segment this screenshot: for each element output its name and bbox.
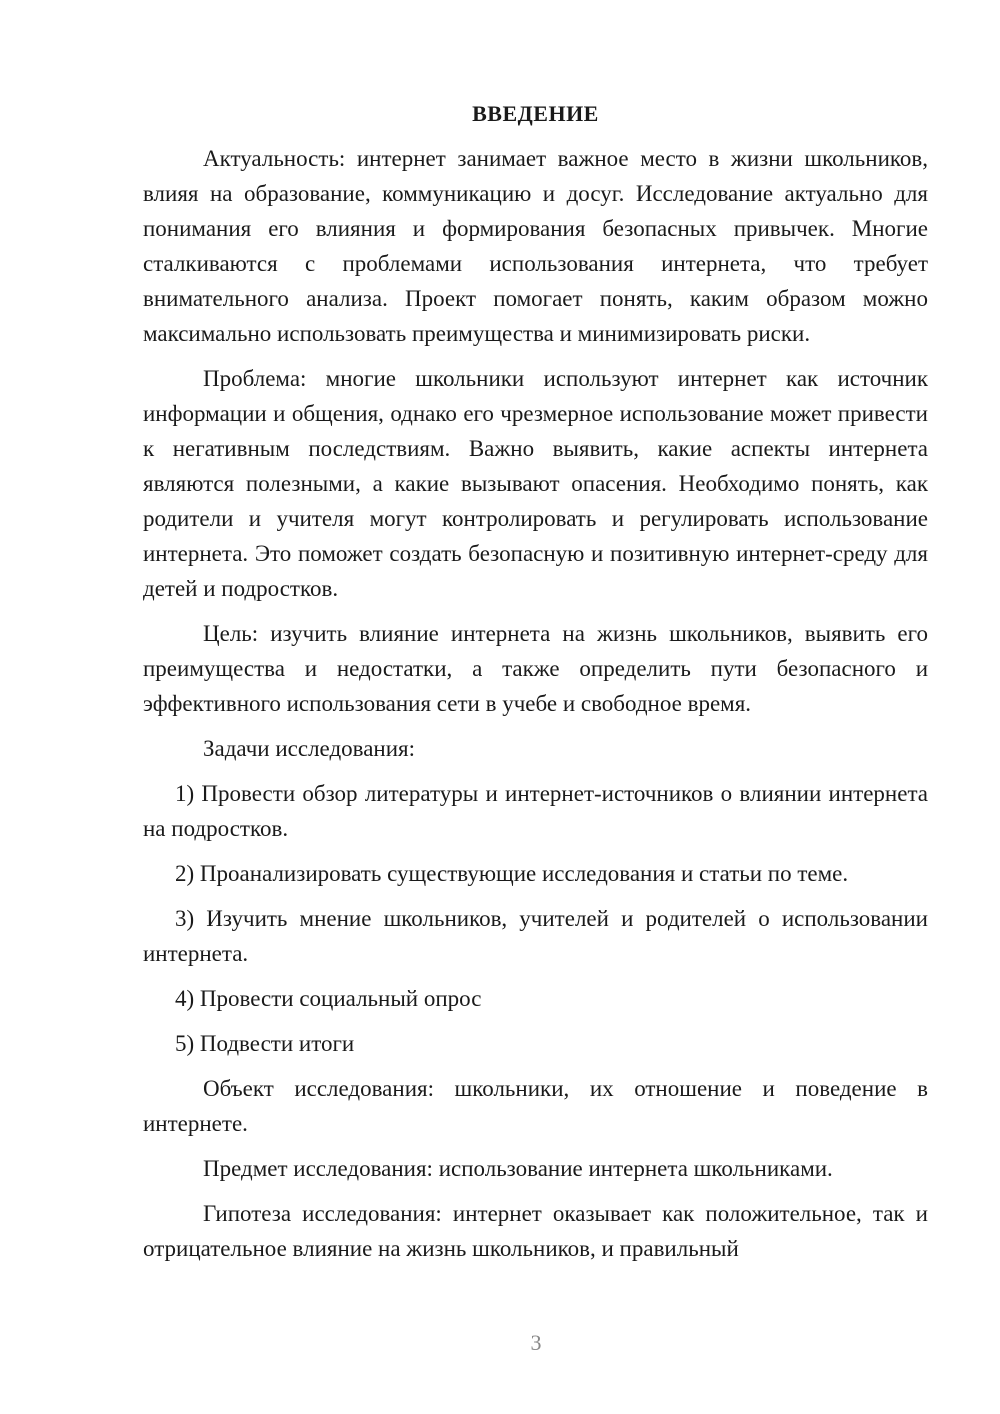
hypothesis-paragraph: Гипотеза исследования: интернет оказывает как положительное, так и отрицательное влияние на жизнь школьников, и правильный — [143, 1201, 928, 1261]
task-item-3: 3) Изучить мнение школьников, учителей и родителей о использовании интернета. — [143, 906, 928, 966]
task-item-5: 5) Подвести итоги — [175, 1031, 355, 1056]
subject-paragraph: Предмет исследования: использование интернета школьниками. — [203, 1156, 833, 1181]
page-content — [143, 96, 928, 1276]
task-item-2: 2) Проанализировать существующие исследования и статьи по теме. — [175, 861, 849, 886]
problem-paragraph: Проблема: многие школьники используют интернет как источник информации и общения, однако его чрезмерное использование может привести к негативным последствиям. Важно выявить, какие аспекты интернета являются полезными, а какие вызывают опасения. Необходимо понять, как родители и учителя могут контролировать и регулировать использование интернета. Это поможет создать безопасную и позитивную интернет-среду для детей и подростков. — [143, 366, 928, 601]
task-item-1: 1) Провести обзор литературы и интернет-источников о влиянии интернета на подростков. — [143, 781, 928, 841]
task-item-4: 4) Провести социальный опрос — [175, 986, 482, 1011]
tasks-intro: Задачи исследования: — [203, 736, 416, 761]
page-number: 3 — [530, 1330, 542, 1355]
object-paragraph: Объект исследования: школьники, их отношение и поведение в интернете. — [143, 1076, 928, 1136]
section-heading: ВВЕДЕНИЕ — [472, 101, 599, 126]
goal-paragraph: Цель: изучить влияние интернета на жизнь школьников, выявить его преимущества и недостатки, а также определить пути безопасного и эффективного использования сети в учебе и свободное время. — [143, 621, 928, 716]
relevance-paragraph: Актуальность: интернет занимает важное место в жизни школьников, влияя на образование, коммуникацию и досуг. Исследование актуально для понимания его влияния и формирования безопасных привычек. Многие сталкиваются с проблемами использования интернета, что требует внимательного анализа. Проект помогает понять, каким образом можно максимально использовать преимущества и минимизировать риски. — [143, 146, 928, 346]
